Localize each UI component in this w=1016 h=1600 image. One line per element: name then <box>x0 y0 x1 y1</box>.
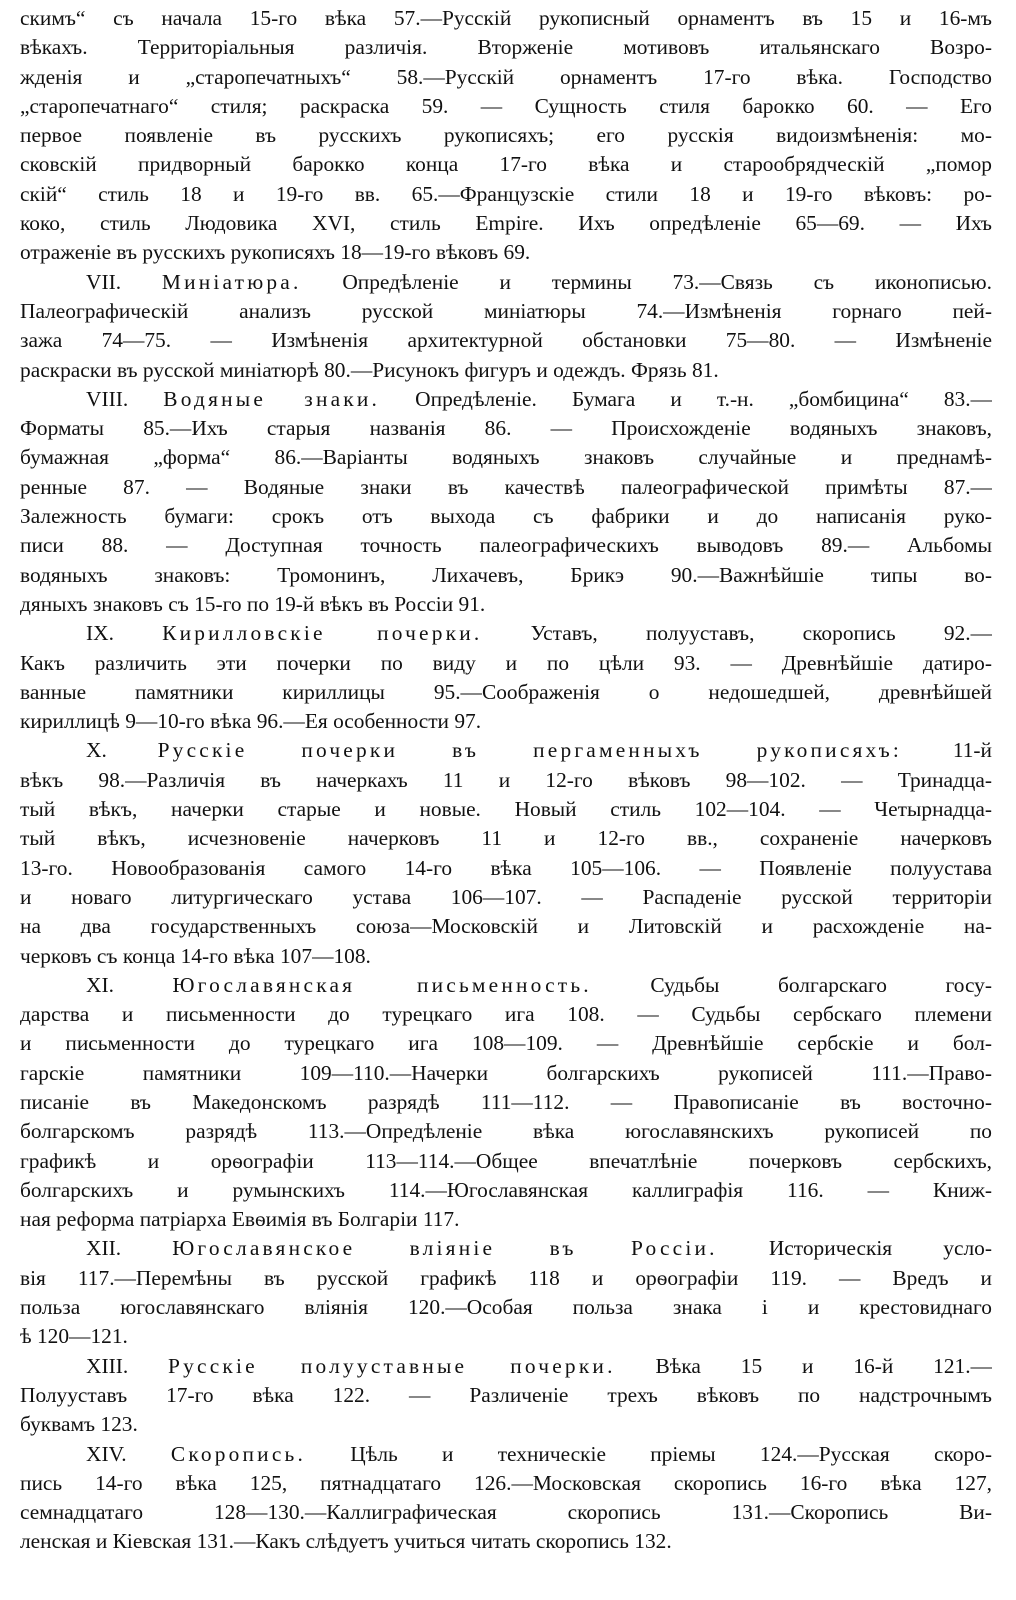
text-line <box>20 619 992 648</box>
text-line: ѣ 120—121. <box>20 1324 128 1349</box>
text-line: вѣкъ 98.—Различія въ начеркахъ 11 и 12-го вѣковъ 98—102. — Тринадца- <box>20 767 992 792</box>
text-line: на два государственныхъ союза—Московскій и Литовскій и расхожденіе на- <box>20 914 992 939</box>
toc-paragraph-chapter-7 <box>20 268 992 385</box>
toc-paragraph-chapter-8 <box>20 385 992 619</box>
text-line: ванные памятники кириллицы 95.—Соображенія о недошедшей, древнѣйшей <box>20 679 992 704</box>
chapter-numeral: VIII. <box>86 386 129 411</box>
text-line: вія 117.—Перемѣны въ русской графикѣ 118 и орѳографіи 119. — Вредъ и <box>20 1265 992 1290</box>
text-line <box>20 1440 992 1469</box>
text-line: ленская и Кіевская 131.—Какъ слѣдуетъ учиться читать скоропись 132. <box>20 1529 672 1554</box>
text-fragment: Историческія усло- <box>768 1236 992 1261</box>
chapter-heading: Водяные знаки. <box>163 386 381 411</box>
text-line: скимъ“ съ начала 15-го вѣка 57.—Русскій рукописный орнаментъ въ 15 и 16-мъ <box>20 6 992 30</box>
text-line: писаніе въ Македонскомъ разрядѣ 111—112. — Правописаніе въ восточно- <box>20 1089 992 1114</box>
text-line: первое появленіе въ русскихъ рукописяхъ; его русскія видоизмѣненія: мо- <box>20 123 992 148</box>
text-line: Залежность бумаги: срокъ отъ выхода съ фабрики и до написанія руко- <box>20 504 992 529</box>
text-line: писи 88. — Доступная точность палеографическихъ выводовъ 89.— Альбомы <box>20 533 992 558</box>
chapter-numeral: XIV. <box>86 1441 127 1466</box>
text-line <box>20 268 992 297</box>
text-line: болгарскомъ разрядѣ 113.—Опредѣленіе вѣка югославянскихъ рукописей по <box>20 1119 992 1144</box>
text-line: семнадцатаго 128—130.—Каллиграфическая скоропись 131.—Скоропись Ви- <box>20 1500 992 1525</box>
text-line: Форматы 85.—Ихъ старыя названія 86. — Происхожденіе водяныхъ знаковъ, <box>20 416 992 441</box>
chapter-heading: Югославянское вліяніе въ Россіи. <box>172 1236 718 1261</box>
text-fragment: Вѣка 15 и 16-й 121.— <box>655 1353 992 1378</box>
text-line: гарскіе памятники 109—110.—Начерки болгарскихъ рукописей 111.—Право- <box>20 1060 992 1085</box>
text-line: зажа 74—75. — Измѣненія архитектурной обстановки 75—80. — Измѣненіе <box>20 328 992 353</box>
chapter-numeral: XII. <box>86 1236 122 1261</box>
text-line: болгарскихъ и румынскихъ 114.—Югославянская каллиграфія 116. — Книж- <box>20 1177 992 1202</box>
chapter-numeral: IX. <box>86 621 114 646</box>
text-fragment: Опредѣленіе. Бумага и т.-н. „бомбицина“ 83.— <box>415 386 992 411</box>
toc-paragraph-chapter-12 <box>20 1234 992 1351</box>
text-line: водяныхъ знаковъ: Тромонинъ, Лихачевъ, Брикэ 90.—Важнѣйшіе типы во- <box>20 562 992 587</box>
text-fragment: 11-й <box>952 738 992 763</box>
text-line: дяныхъ знаковъ съ 15-го по 19-й вѣкъ въ Россіи 91. <box>20 591 486 616</box>
text-line: графикѣ и орѳографіи 113—114.—Общее впечатлѣніе почерковъ сербскихъ, <box>20 1148 992 1173</box>
chapter-heading: Миніатюра. <box>161 269 302 294</box>
text-fragment: Судьбы болгарскаго госу- <box>650 972 992 997</box>
text-line <box>20 1234 992 1263</box>
text-line: кириллицѣ 9—10-го вѣка 96.—Ея особенности 97. <box>20 709 482 734</box>
text-line: ренные 87. — Водяные знаки въ качествѣ палеографической примѣты 87.— <box>20 474 992 499</box>
text-line: 13-го. Новообразованія самого 14-го вѣка 105—106. — Появленіе полуустава <box>20 855 992 880</box>
chapter-numeral: XIII. <box>86 1353 129 1378</box>
chapter-heading: Русскіе полууставные почерки. <box>168 1353 616 1378</box>
text-line: буквамъ 123. <box>20 1412 138 1437</box>
text-line: тый вѣкъ, исчезновеніе начерковъ 11 и 12-го вв., сохраненіе начерковъ <box>20 826 992 851</box>
toc-paragraph-chapter-10 <box>20 736 992 970</box>
text-line: отраженіе въ русскихъ рукописяхъ 18—19-го вѣковъ 69. <box>20 240 531 265</box>
text-line: тый вѣкъ, начерки старые и новые. Новый стиль 102—104. — Четырнадца- <box>20 797 992 822</box>
text-line: Какъ различить эти почерки по виду и по цѣли 93. — Древнѣйшіе датиро- <box>20 650 992 675</box>
text-line <box>20 971 992 1000</box>
text-line: сковскій придворный барокко конца 17-го вѣка и старообрядческій „помор <box>20 152 992 177</box>
text-line: дарства и письменности до турецкаго ига 108. — Судьбы сербскаго племени <box>20 1002 992 1027</box>
text-line <box>20 736 992 765</box>
text-line: польза югославянскаго вліянія 120.—Особая польза знака і и крестовиднаго <box>20 1295 992 1320</box>
toc-paragraph-chapter-14 <box>20 1440 992 1557</box>
text-line: Полууставъ 17-го вѣка 122. — Различеніе трехъ вѣковъ по надстрочнымъ <box>20 1382 992 1407</box>
text-line: жденія и „старопечатныхъ“ 58.—Русскій орнаментъ 17-го вѣка. Господство <box>20 64 992 89</box>
text-line: коко, стиль Людовика XVI, стиль Empire. Ихъ опредѣленіе 65—69. — Ихъ <box>20 211 992 236</box>
toc-paragraph-chapter-9 <box>20 619 992 736</box>
text-line: и письменности до турецкаго ига 108—109. — Древнѣйшіе сербскіе и бол- <box>20 1031 992 1056</box>
text-line: черковъ съ конца 14-го вѣка 107—108. <box>20 943 371 968</box>
text-line <box>20 385 992 414</box>
toc-paragraph-continuation <box>20 4 992 268</box>
text-line: „старопечатнаго“ стиля; раскраска 59. — Сущность стиля барокко 60. — Его <box>20 93 992 118</box>
chapter-heading: Югославянская письменность. <box>172 972 592 997</box>
chapter-heading: Русскіе почерки въ пергаменныхъ рукописяхъ: <box>157 738 903 763</box>
text-line: ная реформа патріарха Евѳимія въ Болгаріи 117. <box>20 1207 460 1232</box>
chapter-numeral: VII. <box>86 269 122 294</box>
text-line: и новаго литургическаго устава 106—107. — Распаденіе русской территоріи <box>20 884 992 909</box>
toc-paragraph-chapter-13 <box>20 1352 992 1440</box>
text-line: пись 14-го вѣка 125, пятнадцатаго 126.—Московская скоропись 16-го вѣка 127, <box>20 1470 992 1495</box>
text-fragment: Уставъ, полууставъ, скоропись 92.— <box>530 621 992 646</box>
chapter-heading: Кирилловскіе почерки. <box>162 621 483 646</box>
text-line: бумажная „форма“ 86.—Варіанты водяныхъ знаковъ случайные и преднамѣ- <box>20 445 992 470</box>
text-fragment: Опредѣленіе и термины 73.—Связь съ иконописью. <box>342 269 992 294</box>
chapter-heading: Скоропись. <box>170 1441 307 1466</box>
text-line: раскраски въ русской миніатюрѣ 80.—Рисунокъ фигуръ и одеждъ. Фрязь 81. <box>20 357 719 382</box>
text-line: Палеографическій анализъ русской миніатюры 74.—Измѣненія горнаго пей- <box>20 298 992 323</box>
chapter-numeral: X. <box>86 738 107 763</box>
text-line <box>20 1352 992 1381</box>
toc-paragraph-chapter-11 <box>20 971 992 1235</box>
chapter-numeral: XI. <box>86 972 114 997</box>
text-fragment: Цѣль и техническіе пріемы 124.—Русская скоро- <box>350 1441 992 1466</box>
text-line: вѣкахъ. Территоріальныя различія. Вторженіе мотивовъ итальянскаго Возро- <box>20 35 992 60</box>
text-line: скій“ стиль 18 и 19-го вв. 65.—Французскіе стили 18 и 19-го вѣковъ: ро- <box>20 181 992 206</box>
